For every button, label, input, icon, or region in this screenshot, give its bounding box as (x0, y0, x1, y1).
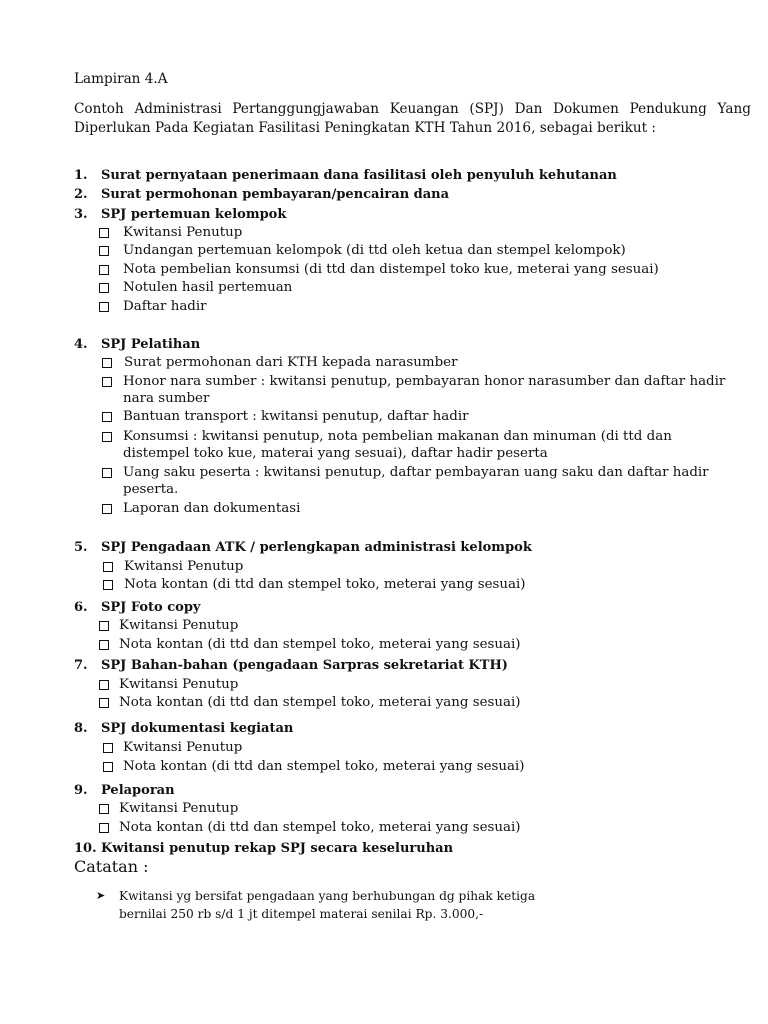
checkbox-icon (99, 283, 109, 293)
section-number: 2. (74, 187, 88, 202)
section-number: 1. (74, 168, 88, 183)
list-item: Kwitansi Penutup (119, 618, 239, 633)
section-number: 4. (74, 337, 88, 352)
checkbox-icon (99, 265, 109, 275)
list-item: Surat permohonan dari KTH kepada narasumber (124, 355, 458, 370)
section-title: Pelaporan (101, 783, 175, 798)
page-heading: Lampiran 4.A (74, 71, 168, 87)
list-item: Nota kontan (di ttd dan stempel toko, meterai yang sesuai) (119, 637, 521, 652)
section-number: 7. (74, 658, 88, 673)
intro-line-1: Contoh Administrasi Pertanggungjawaban Keuangan (SPJ) Dan Dokumen Pendukung Yang (74, 101, 751, 117)
checkbox-icon (99, 621, 109, 631)
list-item: Bantuan transport : kwitansi penutup, daftar hadir (123, 409, 469, 424)
checkbox-icon (99, 228, 109, 238)
checkbox-icon (103, 743, 113, 753)
list-item-continuation: nara sumber (123, 391, 210, 406)
notes-label: Catatan : (74, 857, 149, 876)
checkbox-icon (103, 762, 113, 772)
list-item: Nota kontan (di ttd dan stempel toko, meterai yang sesuai) (124, 577, 526, 592)
checkbox-icon (102, 504, 112, 514)
list-item: Honor nara sumber : kwitansi penutup, pembayaran honor narasumber dan daftar hadir (123, 374, 726, 389)
checkbox-icon (99, 823, 109, 833)
section-number: 6. (74, 600, 88, 615)
list-item-continuation: peserta. (123, 482, 179, 497)
list-item: Konsumsi : kwitansi penutup, nota pembelian makanan dan minuman (di ttd dan (123, 429, 672, 444)
list-item: Kwitansi Penutup (119, 801, 239, 816)
checkbox-icon (99, 804, 109, 814)
section-title: Kwitansi penutup rekap SPJ secara keseluruhan (101, 841, 454, 856)
section-title: SPJ Pengadaan ATK / perlengkapan administrasi kelompok (101, 540, 532, 555)
section-number: 8. (74, 721, 88, 736)
checkbox-icon (103, 580, 113, 590)
arrow-bullet-icon: ➤ (96, 889, 106, 902)
checkbox-icon (99, 680, 109, 690)
checkbox-icon (102, 412, 112, 422)
note-text-continuation: bernilai 250 rb s/d 1 jt ditempel materai senilai Rp. 3.000,- (119, 907, 484, 921)
list-item: Kwitansi Penutup (124, 559, 244, 574)
checkbox-icon (102, 358, 112, 368)
section-title: Surat pernyataan penerimaan dana fasilitasi oleh penyuluh kehutanan (101, 168, 617, 183)
intro-line-2: Diperlukan Pada Kegiatan Fasilitasi Peningkatan KTH Tahun 2016, sebagai berikut : (74, 120, 656, 136)
list-item-continuation: distempel toko kue, materai yang sesuai), daftar hadir peserta (123, 446, 548, 461)
section-title: Surat permohonan pembayaran/pencairan dana (101, 187, 450, 202)
checkbox-icon (102, 377, 112, 387)
section-number: 9. (74, 783, 88, 798)
list-item: Nota kontan (di ttd dan stempel toko, meterai yang sesuai) (119, 695, 521, 710)
section-number: 10. (74, 841, 97, 856)
list-item: Undangan pertemuan kelompok (di ttd oleh ketua dan stempel kelompok) (123, 243, 626, 258)
list-item: Uang saku peserta : kwitansi penutup, daftar pembayaran uang saku dan daftar hadir (123, 465, 709, 480)
section-title: SPJ Pelatihan (101, 337, 201, 352)
list-item: Notulen hasil pertemuan (123, 280, 293, 295)
list-item: Nota pembelian konsumsi (di ttd dan distempel toko kue, meterai yang sesuai) (123, 262, 659, 277)
section-number: 3. (74, 207, 88, 222)
section-title: SPJ pertemuan kelompok (101, 207, 287, 222)
list-item: Nota kontan (di ttd dan stempel toko, meterai yang sesuai) (119, 820, 521, 835)
list-item: Laporan dan dokumentasi (123, 501, 301, 516)
checkbox-icon (102, 468, 112, 478)
checkbox-icon (99, 640, 109, 650)
list-item: Nota kontan (di ttd dan stempel toko, meterai yang sesuai) (123, 759, 525, 774)
list-item: Kwitansi Penutup (123, 740, 243, 755)
section-number: 5. (74, 540, 88, 555)
list-item: Kwitansi Penutup (123, 225, 243, 240)
checkbox-icon (103, 562, 113, 572)
section-title: SPJ Bahan-bahan (pengadaan Sarpras sekretariat KTH) (101, 658, 508, 673)
section-title: SPJ dokumentasi kegiatan (101, 721, 294, 736)
checkbox-icon (99, 698, 109, 708)
checkbox-icon (99, 302, 109, 312)
list-item: Daftar hadir (123, 299, 207, 314)
section-title: SPJ Foto copy (101, 600, 201, 615)
checkbox-icon (99, 246, 109, 256)
checkbox-icon (102, 432, 112, 442)
note-text: Kwitansi yg bersifat pengadaan yang berhubungan dg pihak ketiga (119, 889, 536, 903)
list-item: Kwitansi Penutup (119, 677, 239, 692)
